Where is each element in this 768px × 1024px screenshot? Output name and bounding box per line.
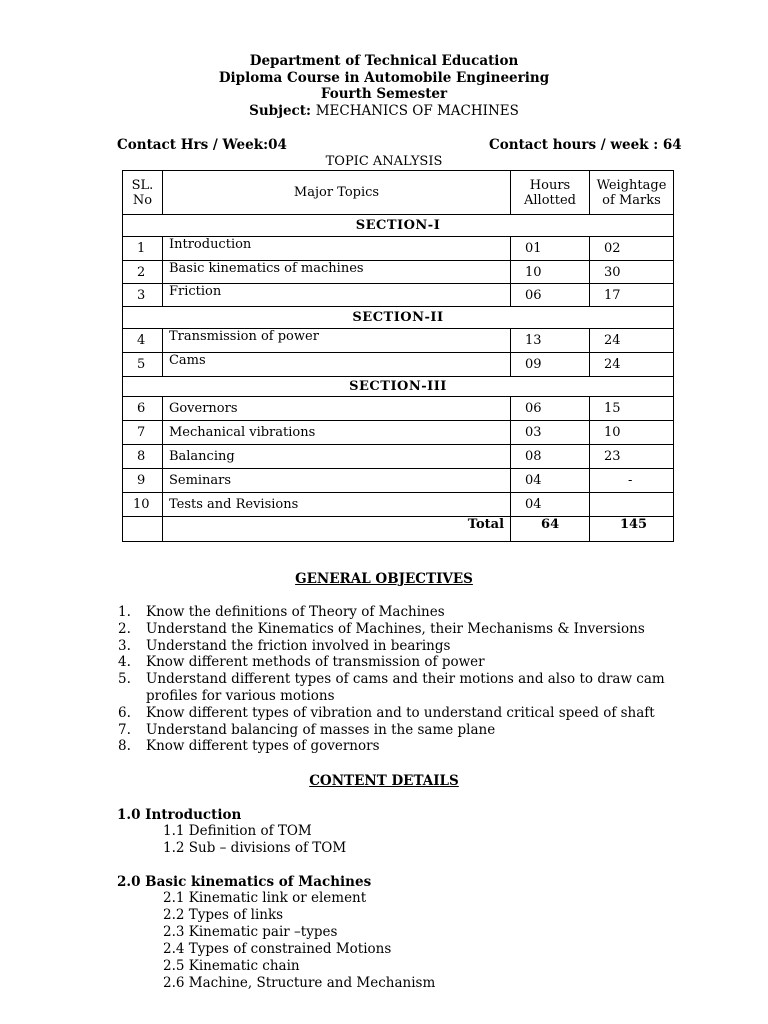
col-header-slno: [123, 171, 163, 215]
table-header-row: [123, 171, 674, 215]
row-marks: -: [589, 469, 673, 493]
row-topic: Introduction: [162, 237, 510, 261]
row-no: 3: [123, 284, 163, 307]
table-row: [123, 329, 674, 353]
list-item-text: Know different types of governors: [146, 738, 380, 755]
row-topic: Cams: [162, 353, 510, 377]
semester-title: Fourth Semester: [320, 86, 448, 102]
department-title: Department of Technical Education: [249, 53, 519, 69]
row-topic: Friction: [162, 284, 510, 307]
total-label: Total: [162, 517, 510, 542]
content-item: 2.6 Machine, Structure and Mechanism: [163, 975, 436, 991]
row-marks: 10: [589, 421, 673, 445]
row-marks: 02: [589, 237, 673, 261]
list-number: 5.: [118, 671, 131, 688]
content-item: 2.4 Types of constrained Motions: [163, 941, 392, 957]
total-hours: 64: [511, 517, 590, 542]
row-marks: 15: [589, 397, 673, 421]
row-no: 5: [123, 353, 163, 377]
table-row: [123, 353, 674, 377]
content-item: 2.2 Types of links: [163, 907, 284, 923]
section-row: [123, 377, 674, 397]
content-section-heading: 2.0 Basic kinematics of Machines: [117, 874, 372, 890]
list-number: 2.: [118, 620, 131, 637]
row-no: 10: [123, 493, 163, 517]
col-header-hours-text: Hours Allotted: [524, 177, 576, 208]
col-header-marks: [589, 171, 673, 215]
table-row: [123, 421, 674, 445]
row-marks: 30: [589, 261, 673, 284]
list-number: 6.: [118, 704, 131, 721]
row-no: 7: [123, 421, 163, 445]
row-marks: [589, 493, 673, 517]
content-item: 1.2 Sub – divisions of TOM: [163, 840, 347, 856]
list-item: [118, 722, 678, 739]
list-item: [118, 621, 678, 638]
row-no: 9: [123, 469, 163, 493]
list-item-text: Understand the Kinematics of Machines, their Mechanisms & Inversions: [146, 620, 645, 637]
row-hours: 03: [511, 421, 590, 445]
content-section-heading: 1.0 Introduction: [117, 807, 242, 823]
subject-line: [0, 103, 768, 120]
row-marks: 17: [589, 284, 673, 307]
list-item: [118, 638, 678, 655]
list-item-text: Understand different types of cams and their motions and also to draw cam profiles for various motions: [146, 671, 665, 704]
list-item-text: Know different methods of transmission of power: [146, 654, 485, 671]
content-item: 1.1 Definition of TOM: [163, 823, 312, 839]
content-item: 2.1 Kinematic link or element: [163, 890, 367, 906]
row-topic: Seminars: [162, 469, 510, 493]
col-header-slno-text: SL. No: [131, 177, 154, 208]
list-item: [118, 604, 678, 621]
section-label: SECTION-II: [123, 307, 674, 329]
row-hours: 13: [511, 329, 590, 353]
row-topic: Basic kinematics of machines: [162, 261, 510, 284]
row-hours: 06: [511, 284, 590, 307]
row-marks: 24: [589, 329, 673, 353]
list-number: 3.: [118, 637, 131, 654]
content-item: 2.3 Kinematic pair –types: [163, 924, 338, 940]
row-no: 6: [123, 397, 163, 421]
row-hours: 01: [511, 237, 590, 261]
row-hours: 06: [511, 397, 590, 421]
list-number: 8.: [118, 738, 131, 755]
topic-analysis-table: [122, 170, 674, 542]
row-hours: 10: [511, 261, 590, 284]
topic-analysis-title: TOPIC ANALYSIS: [325, 154, 443, 169]
table-row: [123, 469, 674, 493]
col-header-marks-text: Weightage of Marks: [596, 177, 667, 208]
row-marks: 24: [589, 353, 673, 377]
list-item-text: Understand the friction involved in bearings: [146, 637, 451, 654]
row-topic: Tests and Revisions: [162, 493, 510, 517]
content-item: 2.5 Kinematic chain: [163, 958, 300, 974]
table-row: [123, 284, 674, 307]
course-title: Diploma Course in Automobile Engineering: [218, 70, 550, 86]
row-no: 2: [123, 261, 163, 284]
contact-hours-week: Contact Hrs / Week:04: [117, 137, 287, 153]
row-topic: Governors: [162, 397, 510, 421]
section-row: [123, 215, 674, 237]
list-item-text: Know the definitions of Theory of Machines: [146, 604, 445, 620]
list-item: [118, 671, 678, 705]
row-no: 1: [123, 237, 163, 261]
list-item: [118, 705, 678, 722]
general-objectives-title: GENERAL OBJECTIVES: [295, 571, 473, 587]
col-header-hours: [511, 171, 590, 215]
row-no: 8: [123, 445, 163, 469]
total-empty-cell: [123, 517, 163, 542]
table-row: [123, 237, 674, 261]
subject-label: Subject:: [249, 103, 311, 119]
contact-hours-total: Contact hours / week : 64: [489, 137, 682, 153]
total-marks: 145: [589, 517, 673, 542]
list-item: [118, 654, 678, 671]
content-details-title: CONTENT DETAILS: [309, 773, 459, 789]
row-hours: 04: [511, 493, 590, 517]
col-header-topics: [162, 171, 510, 215]
subject-value: MECHANICS OF MACHINES: [315, 103, 519, 119]
list-item-text: Understand balancing of masses in the same plane: [146, 721, 496, 738]
row-hours: 08: [511, 445, 590, 469]
table-row: [123, 493, 674, 517]
row-topic: Mechanical vibrations: [162, 421, 510, 445]
list-item: [118, 738, 678, 755]
row-topic: Balancing: [162, 445, 510, 469]
row-no: 4: [123, 329, 163, 353]
col-header-topics-text: Major Topics: [293, 185, 380, 200]
row-hours: 04: [511, 469, 590, 493]
table-row: [123, 397, 674, 421]
section-label: SECTION-III: [123, 377, 674, 397]
section-label: SECTION-I: [123, 215, 674, 237]
table-row: [123, 261, 674, 284]
list-number: 1.: [118, 604, 131, 620]
row-topic: Transmission of power: [162, 329, 510, 353]
section-row: [123, 307, 674, 329]
list-number: 7.: [118, 721, 131, 738]
general-objectives-list: [118, 604, 678, 755]
table-row: [123, 445, 674, 469]
row-hours: 09: [511, 353, 590, 377]
total-row: [123, 517, 674, 542]
row-marks: 23: [589, 445, 673, 469]
list-item-text: Know different types of vibration and to understand critical speed of shaft: [146, 704, 655, 721]
list-number: 4.: [118, 654, 131, 671]
